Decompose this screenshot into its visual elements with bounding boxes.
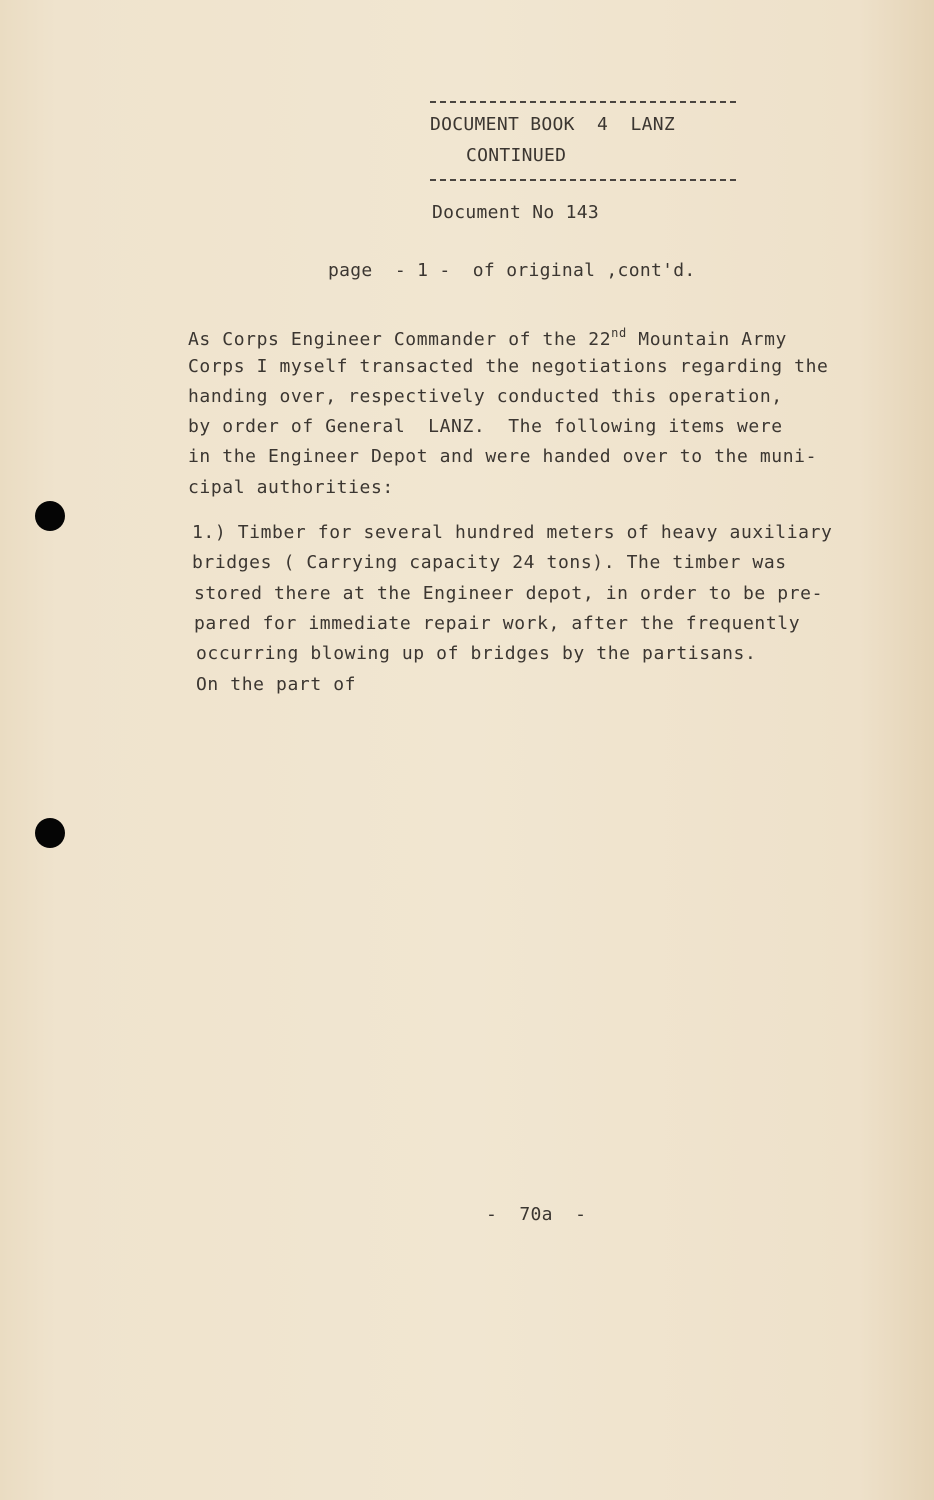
text-line: pared for immediate repair work, after the frequently — [194, 613, 801, 634]
text-line: cipal authorities: — [188, 477, 394, 498]
text-line: bridges ( Carrying capacity 24 tons). The timber was — [192, 552, 787, 573]
text-line: On the part of — [196, 674, 357, 695]
text-line: handing over, respectively conducted this operation, — [188, 386, 783, 407]
ordinal-suffix: nd — [611, 326, 627, 340]
text-line: by order of General LANZ. The following items were — [188, 416, 783, 437]
punch-hole — [35, 501, 65, 531]
text-line: Corps I myself transacted the negotiations regarding the — [188, 356, 829, 377]
document-book-title: DOCUMENT BOOK 4 LANZ — [430, 114, 676, 135]
text-line: 1.) Timber for several hundred meters of heavy auxiliary — [192, 522, 833, 543]
header-bottom-rule — [430, 179, 736, 181]
document-number: Document No 143 — [432, 202, 600, 223]
text-line: in the Engineer Depot and were handed over to the muni- — [188, 446, 818, 467]
page-reference: page - 1 - of original ,cont'd. — [328, 260, 696, 281]
text-line: occurring blowing up of bridges by the partisans. — [196, 643, 757, 664]
header-top-rule — [430, 101, 736, 103]
text-line: As Corps Engineer Commander of the 22nd Mountain Army — [188, 326, 787, 350]
page-number: - 70a - — [486, 1204, 587, 1225]
text-line: stored there at the Engineer depot, in order to be pre- — [194, 583, 824, 604]
punch-hole — [35, 818, 65, 848]
document-book-subtitle: CONTINUED — [466, 145, 567, 166]
